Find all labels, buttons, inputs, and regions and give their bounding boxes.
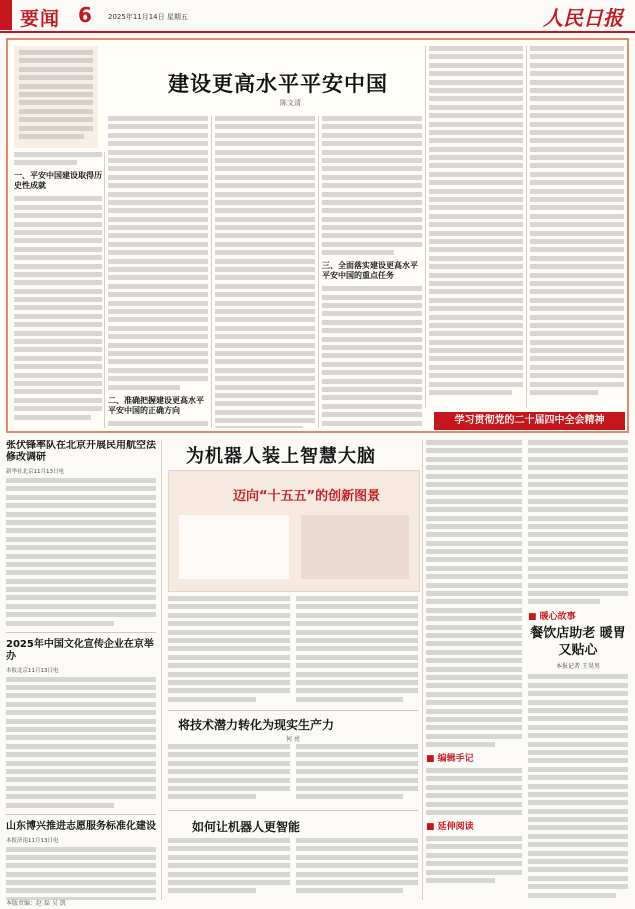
editor-note-label: 编辑手记 (437, 754, 474, 765)
left-news-column (6, 440, 156, 900)
study-banner: 学习贯彻党的二十届四中全会精神 (434, 412, 625, 430)
masthead (0, 0, 635, 36)
innovation-graphic (168, 470, 420, 592)
text-column-2 (108, 116, 208, 428)
subhead-1: 一、平安中国建设取得历史性成就 (14, 171, 102, 191)
warm-story-byline: 本报记者 王昊男 (556, 663, 600, 671)
robot-text-col-2 (296, 596, 418, 706)
tech-commentary-author: 何 亮 (286, 736, 300, 743)
masthead-rule (0, 31, 635, 33)
feature-title: 建设更高水平平安中国 (168, 72, 388, 96)
smart-robot-title: 如何让机器人更智能 (192, 820, 301, 834)
story-3-byline: 本报济南11月13日电 (6, 837, 59, 844)
innovation-graphic-title: 迈向“十五五”的创新图景 (233, 489, 381, 504)
subhead-3: 三、全面落实建设更高水平平安中国的重点任务 (322, 261, 418, 281)
story-1-byline: 新华社北京11月13日电 (6, 469, 64, 475)
story-3-title: 山东博兴推进志愿服务标准化建设 (6, 820, 156, 832)
tech-commentary-title: 将技术潜力转化为现实生产力 (178, 718, 335, 732)
intro-box (14, 46, 98, 148)
subhead-2: 二、准确把握建设更高水平平安中国的正确方向 (108, 395, 204, 415)
story-2-byline: 本报北京11月13日电 (6, 667, 59, 674)
right-col-2 (528, 440, 628, 900)
right-col-1 (426, 440, 522, 900)
text-column-6 (530, 46, 624, 408)
feature-article (6, 38, 629, 433)
tech-text-col-2 (296, 744, 418, 804)
warm-story-label: 暖心故事 (539, 612, 576, 623)
feature-author: 陈文清 (280, 99, 301, 107)
text-column-4 (322, 116, 422, 428)
tech-text-col-1 (168, 744, 290, 804)
issue-date: 2025年11月14日 星期五 (108, 13, 188, 21)
editor-note-tag: ■ 编辑手记 (426, 754, 474, 765)
warm-story-title: 餐饮店助老 暖胃又贴心 (530, 626, 626, 659)
warm-story-tag: ■ 暖心故事 (528, 612, 576, 623)
story-2-title: 2025年中国文化宣传企业在京举办 (6, 638, 154, 662)
text-column-5 (429, 46, 523, 408)
page-number: 6 (78, 3, 92, 27)
section-title: 要闻 (20, 8, 61, 30)
reading-label: 延伸阅读 (437, 822, 474, 833)
smart-text-col-1 (168, 838, 290, 898)
story-1-title: 张伏锋率队在北京开展民用航空法修改调研 (6, 440, 156, 463)
lower-section (6, 440, 629, 909)
robot-text-col-1 (168, 596, 290, 706)
reading-tag: ■ 延伸阅读 (426, 822, 474, 833)
newspaper-logo: 人民日报 (543, 6, 623, 30)
text-column-1 (14, 152, 102, 428)
smart-text-col-2 (296, 838, 418, 898)
text-column-3 (215, 116, 315, 428)
section-bar (0, 0, 12, 30)
robot-feature-title: 为机器人装上智慧大脑 (186, 446, 376, 467)
page-footer: 本版责编：赵 磊 吴 凯 (6, 900, 66, 907)
